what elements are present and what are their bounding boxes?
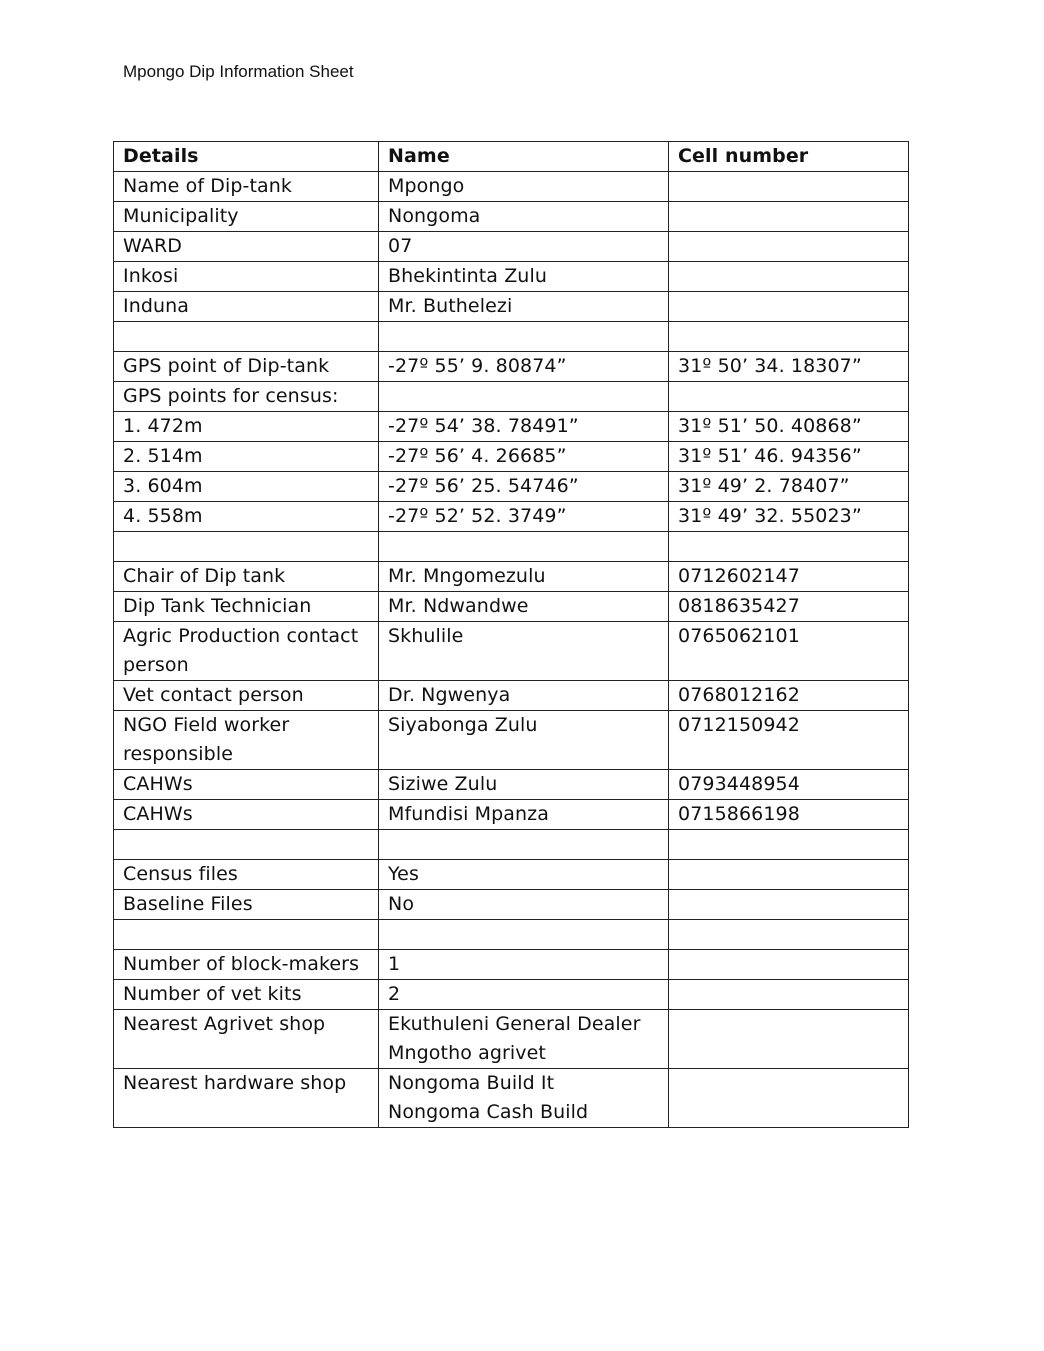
name-cell — [379, 830, 669, 860]
table-row — [114, 1010, 909, 1069]
spacer-row — [114, 920, 909, 950]
table-row — [114, 202, 909, 232]
detail-cell: 2. 514m — [114, 442, 379, 472]
table-row — [114, 622, 909, 681]
name-cell: Siziwe Zulu — [379, 770, 669, 800]
table-row — [114, 1069, 909, 1128]
table-row — [114, 232, 909, 262]
table-row — [114, 711, 909, 770]
table-row — [114, 172, 909, 202]
name-cell: Dr. Ngwenya — [379, 681, 669, 711]
cell-number-cell: 0712150942 — [669, 711, 909, 770]
table-row — [114, 442, 909, 472]
detail-cell: 4. 558m — [114, 502, 379, 532]
table-row — [114, 770, 909, 800]
table-row — [114, 980, 909, 1010]
name-cell: Siyabonga Zulu — [379, 711, 669, 770]
detail-cell: Census files — [114, 860, 379, 890]
table-row — [114, 592, 909, 622]
name-cell: Mr. Buthelezi — [379, 292, 669, 322]
detail-cell: Induna — [114, 292, 379, 322]
dip-info-table — [113, 141, 909, 1128]
name-cell: -27º 56’ 4. 26685” — [379, 442, 669, 472]
cell-number-cell — [669, 172, 909, 202]
detail-cell: CAHWs — [114, 800, 379, 830]
cell-number-cell: 0818635427 — [669, 592, 909, 622]
cell-number-cell: 31º 49’ 2. 78407” — [669, 472, 909, 502]
spacer-row — [114, 830, 909, 860]
detail-cell: Nearest Agrivet shop — [114, 1010, 379, 1069]
header-details: Details — [114, 142, 379, 172]
table-header-row — [114, 142, 909, 172]
table-row — [114, 681, 909, 711]
cell-number-cell — [669, 322, 909, 352]
name-cell — [379, 322, 669, 352]
name-cell: Mr. Ndwandwe — [379, 592, 669, 622]
name-cell — [379, 920, 669, 950]
name-cell: 2 — [379, 980, 669, 1010]
name-cell: Ekuthuleni General Dealer Mngotho agrivet — [379, 1010, 669, 1069]
name-cell: -27º 55’ 9. 80874” — [379, 352, 669, 382]
spacer-row — [114, 322, 909, 352]
cell-number-cell: 0768012162 — [669, 681, 909, 711]
detail-cell: Inkosi — [114, 262, 379, 292]
detail-cell: Agric Production contact person — [114, 622, 379, 681]
table-row — [114, 382, 909, 412]
name-cell: Mfundisi Mpanza — [379, 800, 669, 830]
detail-cell: Vet contact person — [114, 681, 379, 711]
name-cell: -27º 54’ 38. 78491” — [379, 412, 669, 442]
detail-cell: Baseline Files — [114, 890, 379, 920]
name-cell: 07 — [379, 232, 669, 262]
detail-cell: Dip Tank Technician — [114, 592, 379, 622]
detail-cell — [114, 920, 379, 950]
cell-number-cell — [669, 950, 909, 980]
spacer-row — [114, 532, 909, 562]
cell-number-cell: 31º 50’ 34. 18307” — [669, 352, 909, 382]
detail-cell: Name of Dip-tank — [114, 172, 379, 202]
detail-cell: WARD — [114, 232, 379, 262]
name-cell: -27º 56’ 25. 54746” — [379, 472, 669, 502]
cell-number-cell — [669, 920, 909, 950]
name-cell — [379, 382, 669, 412]
name-cell: Yes — [379, 860, 669, 890]
detail-cell: Number of vet kits — [114, 980, 379, 1010]
cell-number-cell — [669, 830, 909, 860]
name-cell: Mr. Mngomezulu — [379, 562, 669, 592]
cell-number-cell — [669, 292, 909, 322]
cell-number-cell — [669, 860, 909, 890]
cell-number-cell — [669, 382, 909, 412]
cell-number-cell — [669, 980, 909, 1010]
detail-cell: 3. 604m — [114, 472, 379, 502]
cell-number-cell — [669, 1010, 909, 1069]
table-row — [114, 950, 909, 980]
name-cell: Skhulile — [379, 622, 669, 681]
name-cell: 1 — [379, 950, 669, 980]
detail-cell — [114, 322, 379, 352]
name-cell: Nongoma — [379, 202, 669, 232]
table-row — [114, 352, 909, 382]
header-name: Name — [379, 142, 669, 172]
detail-cell — [114, 532, 379, 562]
table-row — [114, 890, 909, 920]
name-cell: Bhekintinta Zulu — [379, 262, 669, 292]
detail-cell: Chair of Dip tank — [114, 562, 379, 592]
detail-cell: Nearest hardware shop — [114, 1069, 379, 1128]
cell-number-cell: 31º 49’ 32. 55023” — [669, 502, 909, 532]
name-cell: Nongoma Build It Nongoma Cash Build — [379, 1069, 669, 1128]
cell-number-cell — [669, 202, 909, 232]
name-cell: -27º 52’ 52. 3749” — [379, 502, 669, 532]
cell-number-cell: 31º 51’ 50. 40868” — [669, 412, 909, 442]
cell-number-cell — [669, 890, 909, 920]
detail-cell: NGO Field worker responsible — [114, 711, 379, 770]
table-row — [114, 860, 909, 890]
table-row — [114, 562, 909, 592]
table-row — [114, 472, 909, 502]
detail-cell: CAHWs — [114, 770, 379, 800]
detail-cell: 1. 472m — [114, 412, 379, 442]
cell-number-cell: 0715866198 — [669, 800, 909, 830]
cell-number-cell — [669, 262, 909, 292]
detail-cell — [114, 830, 379, 860]
table-row — [114, 292, 909, 322]
table-row — [114, 412, 909, 442]
detail-cell: GPS points for census: — [114, 382, 379, 412]
name-cell — [379, 532, 669, 562]
cell-number-cell: 0765062101 — [669, 622, 909, 681]
table-row — [114, 262, 909, 292]
detail-cell: Municipality — [114, 202, 379, 232]
table-row — [114, 502, 909, 532]
cell-number-cell: 31º 51’ 46. 94356” — [669, 442, 909, 472]
name-cell: No — [379, 890, 669, 920]
cell-number-cell — [669, 532, 909, 562]
cell-number-cell: 0712602147 — [669, 562, 909, 592]
cell-number-cell — [669, 232, 909, 262]
detail-cell: GPS point of Dip-tank — [114, 352, 379, 382]
name-cell: Mpongo — [379, 172, 669, 202]
header-cell-number: Cell number — [669, 142, 909, 172]
detail-cell: Number of block-makers — [114, 950, 379, 980]
table-row — [114, 800, 909, 830]
cell-number-cell — [669, 1069, 909, 1128]
cell-number-cell: 0793448954 — [669, 770, 909, 800]
page-title: Mpongo Dip Information Sheet — [123, 62, 354, 81]
